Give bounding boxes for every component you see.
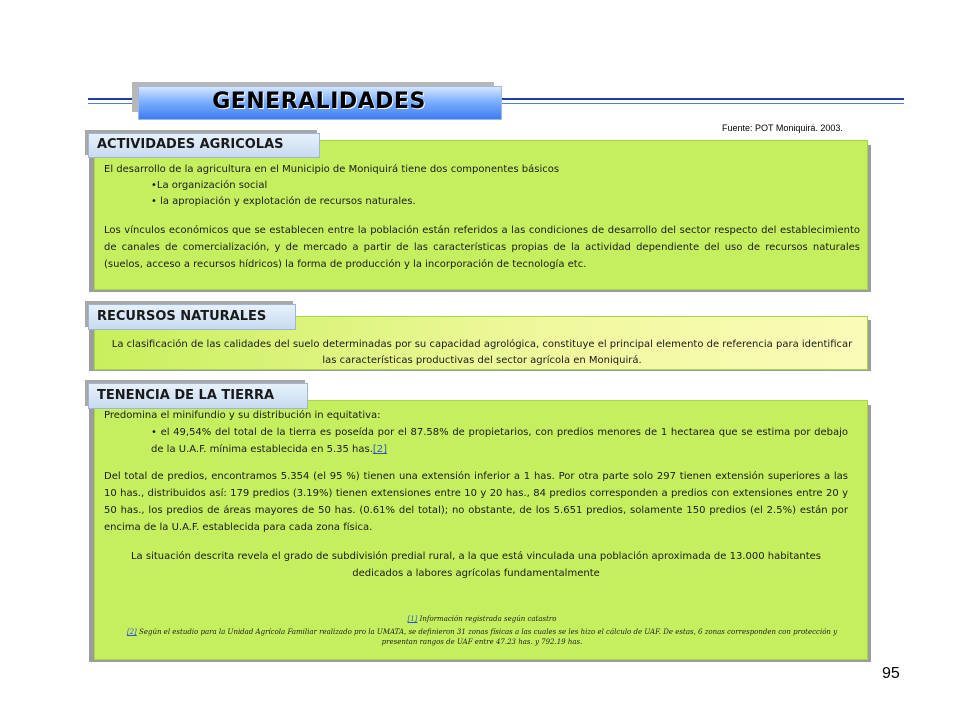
footnote-2-ref[interactable]: [2] (126, 628, 137, 636)
footnote-2 (104, 627, 860, 647)
tenencia-paragraph: Del total de predios, encontramos 5.354 (el 95 %) tienen una extensión inferior a 1 has. Por otra parte solo 297 tienen extensión superiores a las 10 has., distribuidos así: 179 predios (3.19%) tienen extensiones entre 10 y 20 has., 84 predios corresponden a predios con extensiones entre 20 y 50 has., los predios de áreas mayores de 50 has. (0.61% del total); no obstante, de los 5.651 predios, solamente 150 predios (el 2.5%) están por encima de la U.A.F. establecida para cada zona física. (104, 471, 848, 533)
recursos-heading: RECURSOS NATURALES (88, 304, 296, 330)
actividades-intro: El desarrollo de la agricultura en el Municipio de Moniquirá tiene dos componentes básicos (104, 164, 560, 175)
header-rule-right (500, 98, 904, 100)
page-number: 95 (882, 665, 900, 682)
tenencia-bullet-text: • el 49,54% del total de la tierra es poseída por el 87.58% de propietarios, con predios menores de 1 hectarea que se estima por debajo de la U.A.F. mínima establecida en 5.35 has. (151, 427, 848, 455)
actividades-bullet-2: • la apropiación y explotación de recursos naturales. (151, 196, 416, 207)
tenencia-bullet (104, 424, 848, 458)
header-rule-right-thin (500, 103, 904, 104)
footnotes (104, 614, 860, 647)
footnote-1-text: Información registrada según catastro (417, 615, 557, 623)
page-title: GENERALIDADES (212, 89, 426, 114)
tenencia-intro: Predomina el minifundio y su distribución in equitativa: (104, 410, 381, 421)
actividades-body (104, 162, 860, 273)
tenencia-heading: TENENCIA DE LA TIERRA (88, 383, 308, 409)
actividades-bullet-1: •La organización social (151, 180, 268, 191)
footnote-1 (104, 614, 860, 624)
footnote-ref-2-link[interactable]: [2] (372, 444, 388, 455)
actividades-heading: ACTIVIDADES AGRICOLAS (88, 133, 320, 158)
recursos-paragraph: La clasificación de las calidades del suelo determinadas por su capacidad agrológica, constituye el principal elemento de referencia para identificar las características productivas del sector agrícola en Moniquirá. (111, 339, 853, 366)
tenencia-body (104, 408, 848, 582)
source-note: Fuente: POT Moniquirá. 2003. (722, 123, 843, 133)
tenencia-conclusion: La situación descrita revela el grado de subdivisión predial rural, a la que está vinculada una población aproximada de 13.000 habitantes dedicados a labores agrícolas fundamentalmente (130, 551, 822, 579)
footnote-2-text: Según el estudio para la Unidad Agrícola Familiar realizado pro la UMATA, se definieron 31 zonas físicas a las cuales se les hizo el cálculo de UAF. De estas, 6 zonas corresponden con protección y presentan rangos de UAF entre 47.23 has. y 792.19 has. (136, 628, 838, 646)
actividades-paragraph: Los vínculos económicos que se establecen entre la población están referidos a las condiciones de desarrollo del sector respecto del establecimiento de canales de comercialización, y de mercado a partir de las características propias de la actividad dependiente del uso de recursos naturales (suelos, acceso a recursos hídricos) la forma de producción y la incorporación de tecnología etc. (104, 225, 860, 270)
footnote-1-ref[interactable]: [1] (407, 615, 418, 623)
